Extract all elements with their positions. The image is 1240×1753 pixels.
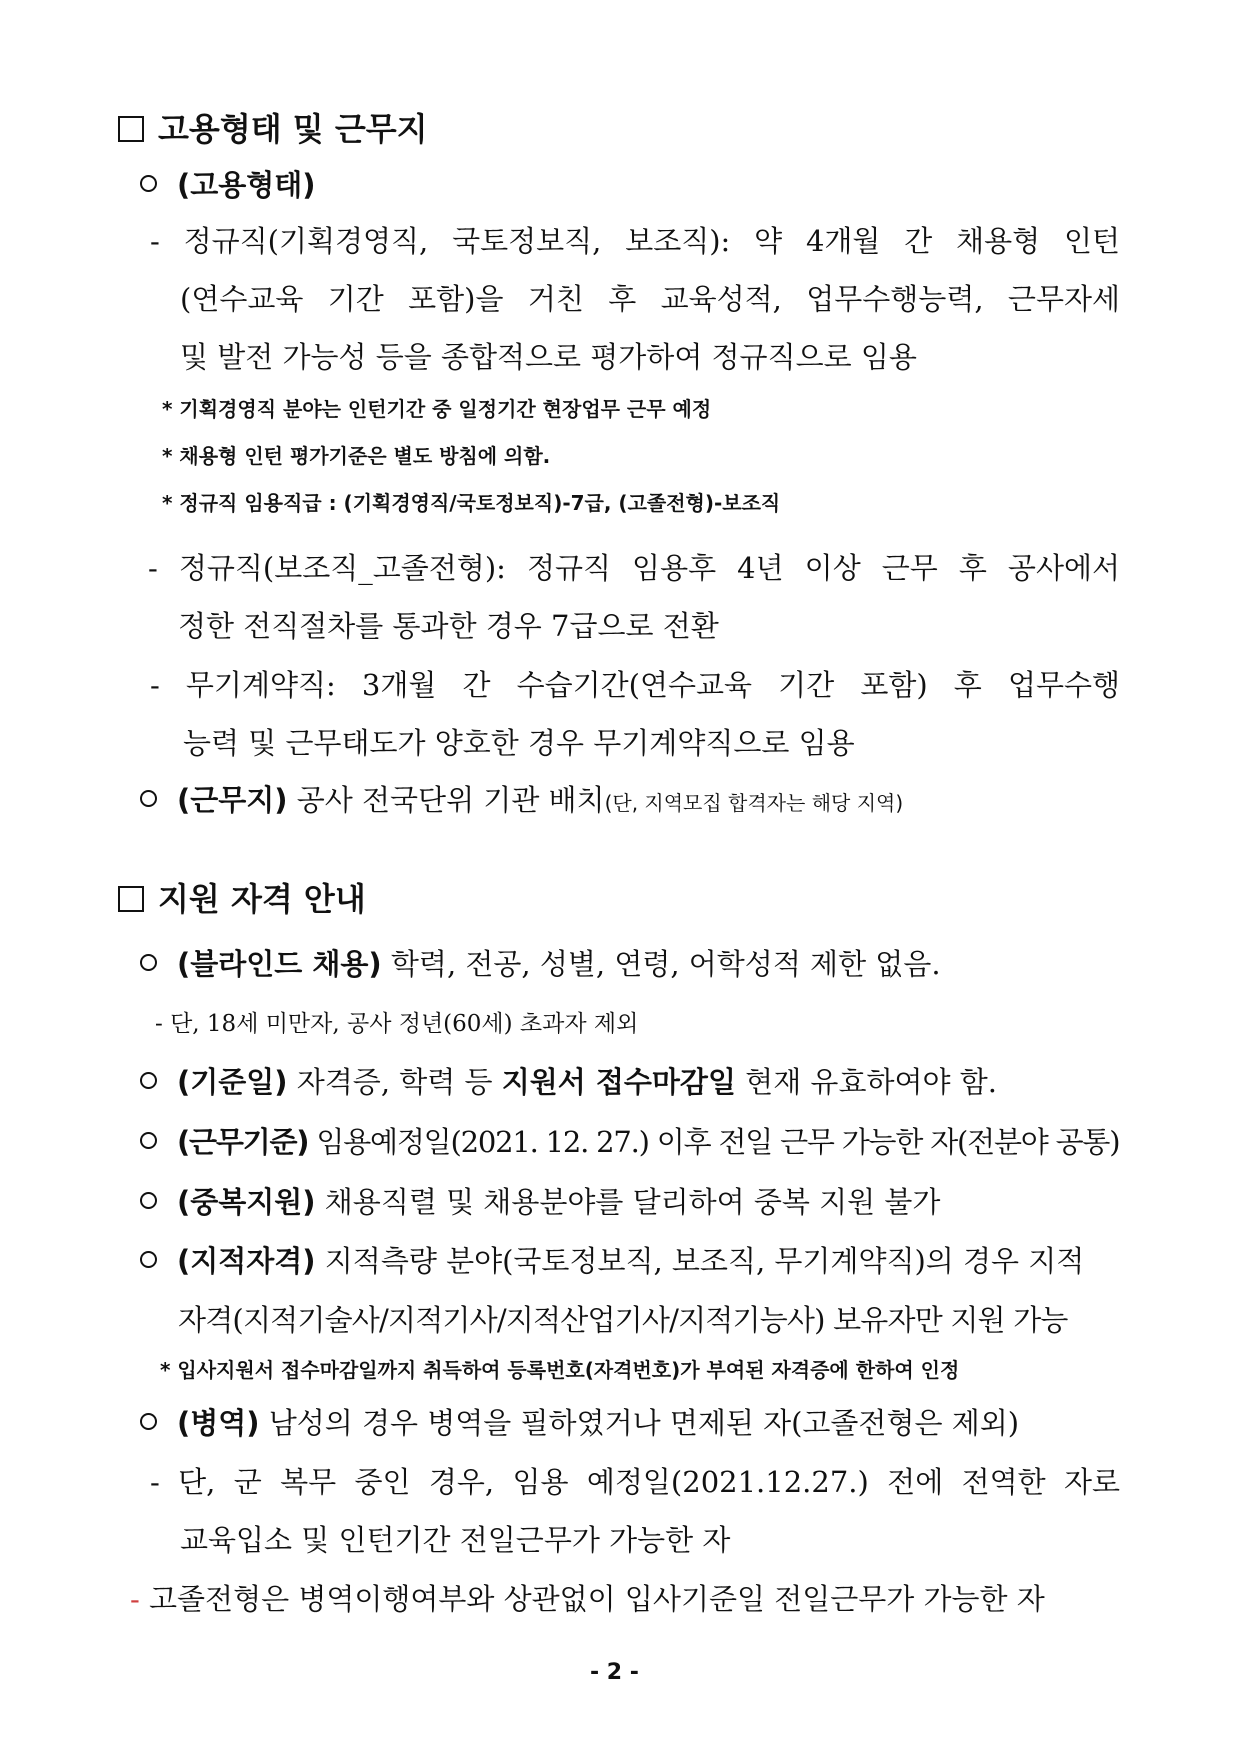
section-title-qualification: 지원 자격 안내: [118, 874, 366, 920]
employment-type-heading: (고용형태): [140, 163, 316, 204]
note-appointment-grade: * 정규직 임용직급 : (기획경영직/국토정보직)-7급, (고졸전형)-보조직: [162, 491, 781, 515]
cadastral-note: * 입사지원서 접수마감일까지 취득하여 등록번호(자격번호)가 부여된 자격증에 한하여 인정: [160, 1358, 960, 1382]
circle-bullet-icon: [140, 175, 157, 192]
highschool-line-1: - 정규직(보조직_고졸전형): 정규직 임용후 4년 이상 근무 후 공사에서: [148, 551, 1120, 585]
page-number: - 2 -: [590, 1660, 639, 1685]
circle-bullet-icon: [140, 1192, 157, 1209]
circle-bullet-icon: [140, 1072, 157, 1089]
regular-line-2: (연수교육 기간 포함)을 거친 후 교육성적, 업무수행능력, 근무자세: [180, 282, 1120, 316]
permanent-line-2: 능력 및 근무태도가 양호한 경우 무기계약직으로 임용: [183, 726, 855, 760]
permanent-line-1: - 무기계약직: 3개월 간 수습기간(연수교육 기간 포함) 후 업무수행: [150, 668, 1120, 702]
duplicate-application-line: (중복지원) 채용직렬 및 채용분야를 달리하여 중복 지원 불가: [140, 1180, 940, 1221]
section-title-employment: 고용형태 및 근무지: [118, 104, 428, 150]
checkbox-square-icon: [118, 886, 144, 912]
workplace-line: (근무지) 공사 전국단위 기관 배치(단, 지역모집 합격자는 해당 지역): [140, 778, 903, 819]
cadastral-line-2: 자격(지적기술사/지적기사/지적산업기사/지적기능사) 보유자만 지원 가능: [178, 1303, 1068, 1337]
circle-bullet-icon: [140, 1132, 157, 1149]
military-sub-line-1: - 단, 군 복무 중인 경우, 임용 예정일(2021.12.27.) 전에 전역한 자로: [150, 1465, 1120, 1499]
circle-bullet-icon: [140, 1251, 157, 1268]
blind-hiring-exception: - 단, 18세 미만자, 공사 정년(60세) 초과자 제외: [155, 1011, 639, 1037]
note-intern-evaluation: * 채용형 인턴 평가기준은 별도 방침에 의함.: [162, 444, 551, 468]
regular-line-3: 및 발전 가능성 등을 종합적으로 평가하여 정규직으로 임용: [180, 340, 917, 374]
blind-hiring-line: (블라인드 채용) 학력, 전공, 성별, 연령, 어학성적 제한 없음.: [140, 942, 941, 983]
base-date-line: (기준일) 자격증, 학력 등 지원서 접수마감일 현재 유효하여야 함.: [140, 1060, 997, 1101]
military-line: (병역) 남성의 경우 병역을 필하였거나 면제된 자(고졸전형은 제외): [140, 1401, 1019, 1442]
military-sub-line-2: 교육입소 및 인턴기간 전일근무가 가능한 자: [180, 1523, 731, 1557]
regular-line-1: - 정규직(기획경영직, 국토정보직, 보조직): 약 4개월 간 채용형 인턴: [150, 224, 1120, 258]
circle-bullet-icon: [140, 1413, 157, 1430]
circle-bullet-icon: [140, 954, 157, 971]
circle-bullet-icon: [140, 790, 157, 807]
highschool-line-2: 정한 전직절차를 통과한 경우 7급으로 전환: [178, 609, 719, 643]
work-standard-line: (근무기준) 임용예정일(2021. 12. 27.) 이후 전일 근무 가능한 자(전분야 공통): [140, 1120, 1119, 1161]
note-planning-intern: * 기획경영직 분야는 인턴기간 중 일정기간 현장업무 근무 예정: [162, 397, 712, 421]
highschool-military-line: - 고졸전형은 병역이행여부와 상관없이 입사기준일 전일근무가 가능한 자: [130, 1582, 1045, 1616]
cadastral-line-1: (지적자격) 지적측량 분야(국토정보직, 보조직, 무기계약직)의 경우 지적: [140, 1239, 1084, 1280]
checkbox-square-icon: [118, 116, 144, 142]
